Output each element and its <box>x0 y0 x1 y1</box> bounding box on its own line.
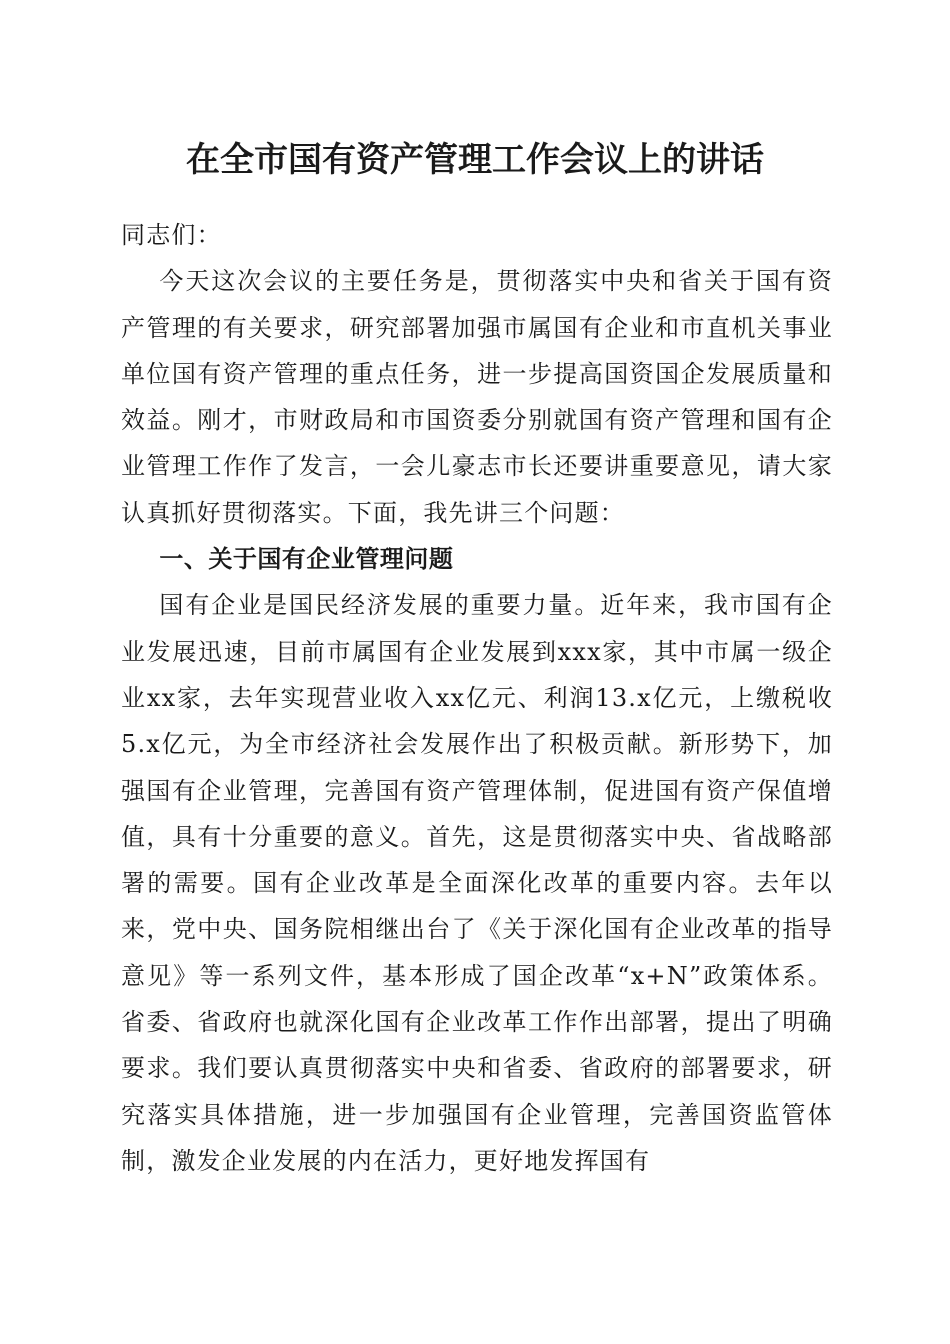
section-heading: 一、关于国有企业管理问题 <box>159 545 454 574</box>
paragraph-intro: 今天这次会议的主要任务是，贯彻落实中央和省关于国有资产管理的有关要求，研究部署加强市属国有企业和市直机关事业单位国有资产管理的重点任务，进一步提高国资国企发展质量和效益。刚才，市财政局和市国资委分别就国有资产管理和国有企业管理工作作了发言，一会儿豪志市长还要讲重要意见，请大家认真抓好贯彻落实。下面，我先讲三个问题： <box>121 267 833 527</box>
paragraph-section-1: 国有企业是国民经济发展的重要力量。近年来，我市国有企业发展迅速，目前市属国有企业发展到xxx家，其中市属一级企业xx家，去年实现营业收入xx亿元、利润13.x亿元，上缴税收5.x亿元，为全市经济社会发展作出了积极贡献。新形势下，加强国有企业管理，完善国有资产管理体制，促进国有资产保值增值，具有十分重要的意义。首先，这是贯彻落实中央、省战略部署的需要。国有企业改革是全面深化改革的重要内容。去年以来，党中央、国务院相继出台了《关于深化国有企业改革的指导意见》等一系列文件，基本形成了国企改革“x+N”政策体系。省委、省政府也就深化国有企业改革工作作出部署，提出了明确要求。我们要认真贯彻落实中央和省委、省政府的部署要求，研究落实具体措施，进一步加强国有企业管理，完善国资监管体制，激发企业发展的内在活力，更好地发挥国有 <box>121 591 833 1175</box>
document-body <box>121 212 833 1184</box>
greeting: 同志们： <box>121 221 222 249</box>
document-title: 在全市国有资产管理工作会议上的讲话 <box>186 140 764 180</box>
